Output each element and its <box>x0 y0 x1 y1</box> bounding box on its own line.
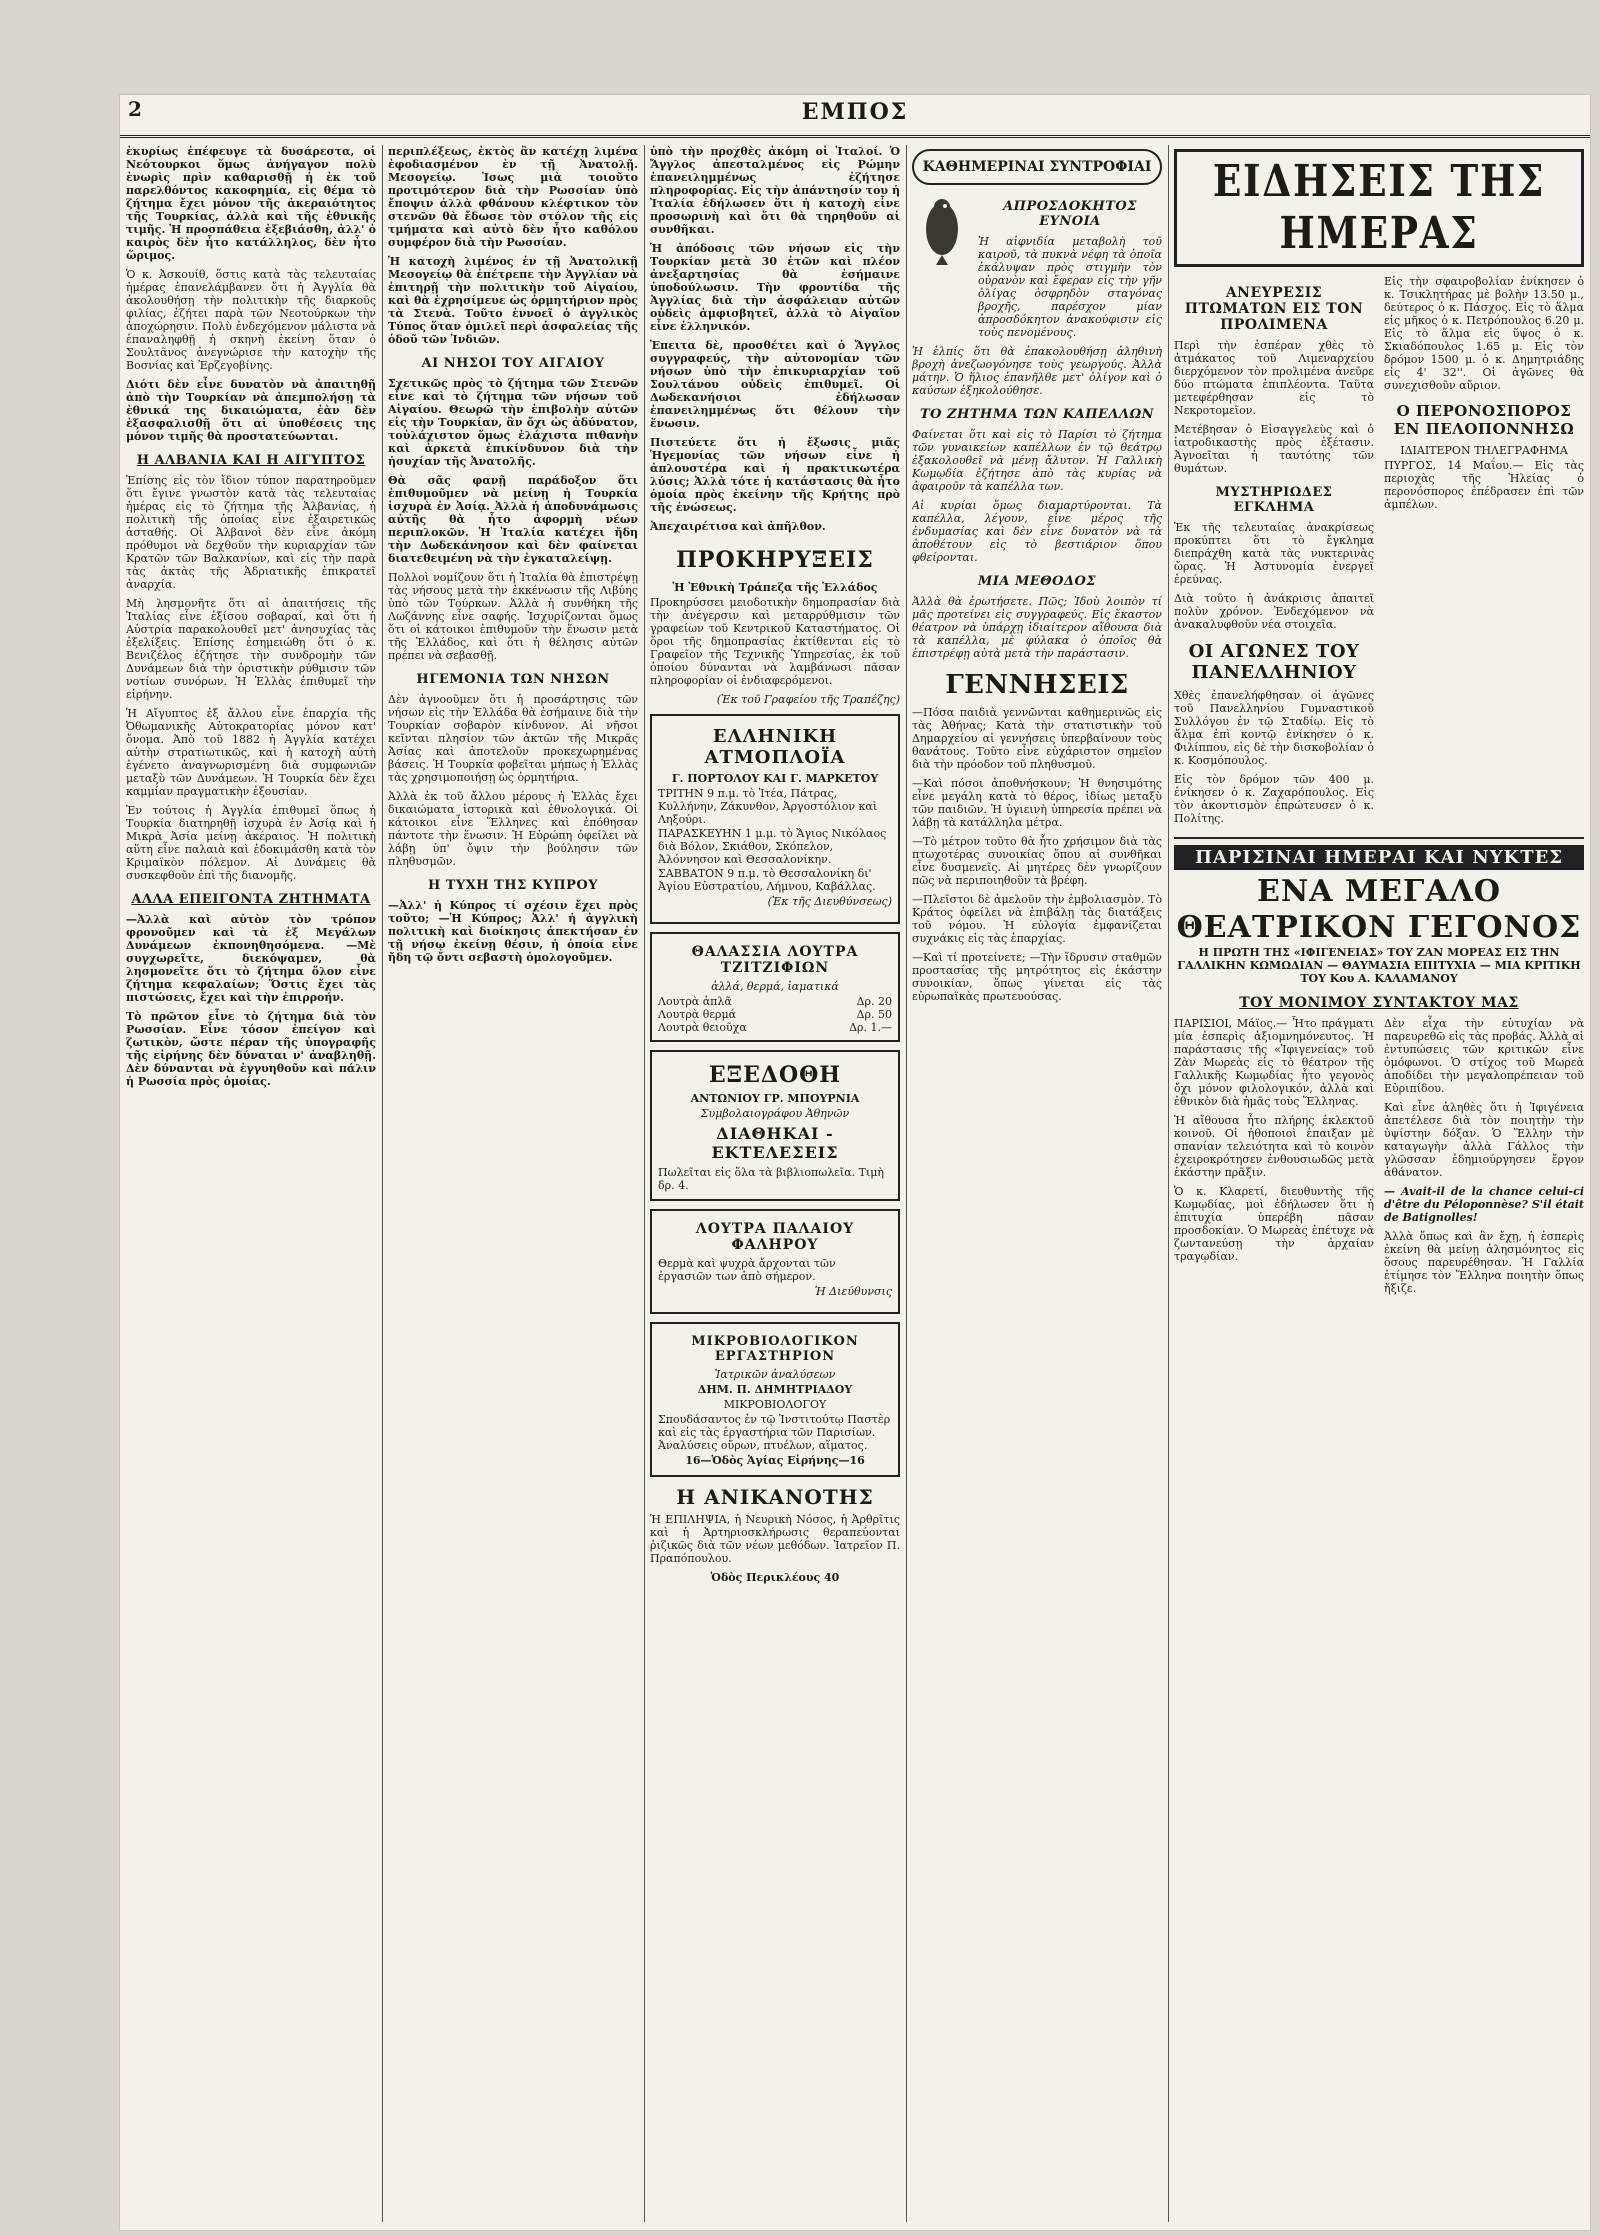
article-paragraph: Ἀλλὰ θὰ ἐρωτήσετε. Πῶς; Ἰδοὺ λοιπὸν τί μᾶς προτείνει εἰς συγγραφεύς. Εἰς ἕκαστον θέατρον νὰ ὑπάρχῃ ἰδιαίτερον αἴθουσα διὰ τὰ καπέλλα, μὲ φύλακα ὁ ὁποῖος θὰ ἐπιστρέφῃ αὐτὰ μετὰ τὴν παράστασιν. <box>912 595 1162 660</box>
article-paragraph: Αἱ κυρίαι ὅμως διαμαρτύρονται. Τὰ καπέλλα, λέγουν, εἶνε μέρος τῆς ἐνδυμασίας καὶ δὲν εἶνε δυνατὸν νὰ τὰ ἀποθέτουν εἰς τὸ βεστιάριον ὅπου φθείρονται. <box>912 499 1162 564</box>
advert-impotence <box>650 1485 900 1584</box>
article-paragraph: Προκηρύσσει μειοδοτικὴν δημοπρασίαν διὰ τὴν ἀνέγερσιν καὶ μεταρρύθμισιν τῶν γραφείων τοῦ Κεντρικοῦ Καταστήματος. Οἱ ὅροι τῆς δημοπρασίας ἐκτίθενται εἰς τὸ Γραφεῖον τῆς Τεχνικῆς Ὑπηρεσίας, ἐκ τοῦ ὁποίου δύνανται νὰ λαμβάνωσι πᾶσαν πληροφορίαν οἱ ἐνδιαφερόμενοι. <box>650 596 900 687</box>
advert-title: Η ΑΝΙΚΑΝΟΤΗΣ <box>676 1485 874 1509</box>
article-paragraph: Εἰς τὴν σφαιροβολίαν ἐνίκησεν ὁ κ. Τσικλητήρας μὲ βολὴν 13.50 μ., δεύτερος ὁ κ. Πάσχος. Εἰς τὸ ἅλμα εἰς μῆκος ὁ κ. Πετρόπουλος 6.20 μ. Εἰς τὸ ἅλμα εἰς ὕψος ὁ κ. Σκιαδόπουλος 1.65 μ. Εἰς τὸν δρόμον 1500 μ. ὁ κ. Δημητριάδης εἰς 4' 32''. Οἱ ἀγῶνες θὰ συνεχισθοῦν αὔριον. <box>1384 275 1584 392</box>
column-rule <box>382 145 383 2222</box>
newspaper-title: ΕΜΠΟΣ <box>801 99 909 125</box>
news-right-column <box>1384 275 1584 831</box>
column-rule <box>644 145 645 2222</box>
advert-line: Θερμὰ καὶ ψυχρὰ ἄρχονται τῶν ἐργασιῶν των ἀπὸ σήμερον. <box>658 1257 836 1283</box>
news-columns <box>1174 275 1584 831</box>
advert-author: ΑΝΤΩΝΙΟΥ ΓΡ. ΜΠΟΥΡΝΙΑ <box>690 1092 860 1105</box>
advert-note: Ἡ Διεύθυνσις <box>814 1285 892 1298</box>
article-paragraph: —Πόσα παιδιὰ γεννῶνται καθημερινῶς εἰς τὰς Ἀθήνας; Κατὰ τὴν στατιστικὴν τοῦ Δημαρχείου αἱ γεννήσεις ὑπερβαίνουν τοὺς θανάτους. Τοῦτο εἶνε εὐχάριστον σημεῖον διὰ τὴν πρόοδον τοῦ πληθυσμοῦ. <box>912 706 1162 771</box>
section-heading: Ο ΠΕΡΟΝΟΣΠΟΡΟΣ ΕΝ ΠΕΛΟΠΟΝΝΗΣΩ <box>1393 402 1575 438</box>
advert-title: ΜΙΚΡΟΒΙΟΛΟΓΙΚΟΝ ΕΡΓΑΣΤΗΡΙΟΝ <box>691 1334 859 1364</box>
news-banner-title: ΕΙΔΗΣΕΙΣ ΤΗΣ ΗΜΕΡΑΣ <box>1212 156 1546 259</box>
advert-role: ΜΙΚΡΟΒΙΟΛΟΓΟΥ <box>723 1398 827 1411</box>
article-paragraph: Σχετικῶς πρὸς τὸ ζήτημα τῶν Στενῶν εἶνε καὶ τὸ ζήτημα τῶν νήσων τοῦ Αἰγαίου. Θεωρῶ τὴν ἐπιβολὴν αὐτῶν εἰς τὴν Τουρκίαν, ἂν ὄχι ὡς ἀδύνατον, τοὐλάχιστον ὅμως ἐλάχιστα πιθανὴν καὶ ἀρκετὰ ἐπικίνδυνον διὰ τὴν ἡσυχίαν τῆς Ἀνατολῆς. <box>388 377 638 468</box>
advert-book-title: ΔΙΑΘΗΚΑΙ - ΕΚΤΕΛΕΣΕΙΣ <box>711 1124 839 1162</box>
column-rule <box>906 145 907 2222</box>
advert-line: ΠΑΡΑΣΚΕΥΗΝ 1 μ.μ. τὸ Ἄγιος Νικόλαος διὰ Βόλον, Σκιάθον, Σκόπελον, Ἀλόννησον καὶ Θεσσαλονίκην. <box>658 827 887 866</box>
price-list <box>658 995 892 1034</box>
advert-line: Ἡ ΕΠΙΛΗΨΙΑ, ἡ Νευρικὴ Νόσος, ἡ Ἀρθρῖτις καὶ ἡ Ἀρτηριοσκλήρωσις θεραπεύονται ῥιζικῶς διὰ τῶν νέων μεθόδων. Ἰατρεῖον Π. Πραπόπουλου. <box>650 1513 900 1565</box>
price-value: Δρ. 20 <box>856 995 892 1008</box>
column-1 <box>126 145 376 2222</box>
advert-line: ΣΑΒΒΑΤΟΝ 9 π.μ. τὸ Θεσσαλονίκη δι' Ἀγίου Εὐστρατίου, Λήμνου, Καβάλλας. <box>658 867 876 893</box>
newspaper-page <box>120 95 1590 2230</box>
article-paragraph: —Ἀλλὰ καὶ αὐτὸν τὸν τρόπον φρονοῦμεν καὶ τὰ ἐξ Μεγάλων Δυνάμεων ἐκπονηθησόμενα. —Μὲ συγχωρεῖτε, διεκόψαμεν, θὰ λησμονεῖτε ὅτι τὸ ζήτημα ὅλον εἶνε ζήτημα κεφαλαίων; Ὅστις ἔχει τὰς πιστώσεις, ἔχει καὶ τὴν ἐπιρροήν. <box>126 913 376 1004</box>
section-heading: ΑΝΕΥΡΕΣΙΣ ΠΤΩΜΑΤΩΝ ΕΙΣ ΤΟΝ ΠΡΟΛΙΜΕΝΑ <box>1184 285 1364 333</box>
price-row <box>658 1021 892 1034</box>
masthead <box>120 95 1590 138</box>
byline: (Ἐκ τοῦ Γραφείου τῆς Τραπέζης) <box>716 693 900 706</box>
price-item: Λουτρὰ θερμά <box>658 1008 737 1021</box>
article-paragraph: Χθὲς ἐπανελήφθησαν οἱ ἀγῶνες τοῦ Πανελληνίου Γυμναστικοῦ Συλλόγου ἐν τῷ Σταδίῳ. Εἰς τὸ ἅλμα ἐπὶ κοντῷ ἐνίκησεν ὁ κ. Φιλίππου, εἰς δὲ τὴν δισκοβολίαν ὁ κ. Κοσμόπουλος. <box>1174 689 1374 767</box>
article-paragraph: ἐκυρίως ἐπέφευγε τὰ δυσάρεστα, οἱ Νεότουρκοι ὅμως ἀνήγαγον πολὺ ἐνωρὶς πρὶν καθαρισθῇ ἡ ἐκ τοῦ παρελθόντος κακοφημία, εἰς θέμα τὸ ζήτημα ἔχει μόνον τῆς ἀκεραιότητος τῆς Τουρκίας, ἀλλὰ καὶ τῆς ἐθνικῆς τιμῆς. Ἡ προσπάθεια ἐξεβιάσθη, ἀλλ' ὁ καιρὸς δὲν ἦτο κατάλληλος, δὲν ἦτο ὥριμος. <box>126 145 376 262</box>
article-paragraph: —Τὸ μέτρον τοῦτο θὰ ἦτο χρήσιμον διὰ τὰς πτωχοτέρας συνοικίας ὅπου αἱ συνθῆκαι εἶνε δυσμενεῖς. Αἱ μητέρες δὲν γνωρίζουν πῶς νὰ περιποιηθοῦν τὰ βρέφη. <box>912 835 1162 887</box>
section-heading: Η ΑΛΒΑΝΙΑ ΚΑΙ Η ΑΙΓΥΠΤΟΣ <box>136 453 366 468</box>
advert-address: 16—Ὁδὸς Ἁγίας Εἰρήνης—16 <box>685 1454 865 1467</box>
article-paragraph: Μὴ λησμονῆτε ὅτι αἱ ἀπαιτήσεις τῆς Ἰταλίας εἶνε ἐξίσου σοβαραί, καὶ ὅτι ἡ Αὐστρία παρακολουθεῖ μετ' ἀνησυχίας τὰς ἐξελίξεις. Ἐπίσης ἐσημειώθη ὅτι ὁ κ. Βενιζέλος ἐζήτησε τὴν συνδρομὴν τῶν Δυνάμεων διὰ τὴν ὁριστικὴν ρύθμισιν τῶν νοτίων συνόρων. Ἡ Ἑλλὰς ἐπιθυμεῖ τὴν εἰρήνην. <box>126 597 376 701</box>
article-paragraph: Ἀλλὰ ὅπως καὶ ἂν ἔχῃ, ἡ ἐσπερὶς ἐκείνη θὰ μείνῃ ἀλησμόνητος εἰς ὅσους παρευρέθησαν. Ἡ Γαλλία ἐτίμησε τὸν Ἕλληνα ποιητὴν ὅπως ἤξιζε. <box>1384 1230 1584 1295</box>
section-heading: ΤΟΥ ΜΟΝΙΜΟΥ ΣΥΝΤΑΚΤΟΥ ΜΑΣ <box>1239 995 1519 1011</box>
feature-columns <box>1174 1017 1584 1301</box>
feature-subheading: Η ΠΡΩΤΗ ΤΗΣ «ΙΦΙΓΕΝΕΙΑΣ» ΤΟΥ ΖΑΝ ΜΟΡΕΑΣ ΕΙΣ ΤΗΝ ΓΑΛΛΙΚΗΝ ΚΩΜΩΔΙΑΝ — ΘΑΥΜΑΣΙΑ ΕΠΙΤΥΧΙΑ — ΜΙΑ ΚΡΙΤΙΚΗ ΤΟΥ Κου Α. ΚΑΛΑΜΑΝΟΥ <box>1177 946 1581 985</box>
daily-column-title: ΚΑΘΗΜΕΡΙΝΑΙ ΣΥΝΤΡΟΦΙΑΙ <box>912 149 1162 185</box>
column-rule <box>1168 145 1169 2222</box>
advert-title: ΘΑΛΑΣΣΙΑ ΛΟΥΤΡΑ ΤΖΙΤΖΙΦΙΩΝ <box>691 944 859 976</box>
article-paragraph: —Πλεῖστοι δὲ ἀμελοῦν τὴν ἐμβολιασμὸν. Τὸ Κράτος ὀφείλει νὰ ἐπιβάλῃ τὰς διατάξεις τοῦ νόμου. Ἡ εὐλογία ἐμφανίζεται συχνάκις εἰς τὰς ἐπαρχίας. <box>912 893 1162 945</box>
article-paragraph: Ἐπειτα δὲ, προσθέτει καὶ ὁ Ἄγγλος συγγραφεύς, τὴν αὐτονομίαν τῶν νήσων ὑπὸ τὴν ἐπικυριαρχίαν τοῦ Σουλτάνου οὐδεὶς ἐπιθυμεῖ. Οἱ Δωδεκανήσιοι ἐδήλωσαν ἐπανειλημμένως ὅτι θέλουν τὴν ἕνωσιν. <box>650 339 900 430</box>
advert-shipping <box>650 714 900 924</box>
advert-line: Σπουδάσαντος ἐν τῷ Ἰνστιτούτῳ Παστὲρ καὶ εἰς τὰς ἐργαστήρια τῶν Παρισίων. Ἀναλύσεις οὔρων, πτυέλων, αἵματος. <box>658 1413 891 1452</box>
section-heading: ΓΕΝΝΗΣΕΙΣ <box>945 670 1129 700</box>
article-paragraph: Θὰ σᾶς φανῇ παράδοξον ὅτι ἐπιθυμοῦμεν νὰ μείνῃ ἡ Τουρκία ἰσχυρὰ ἐν Ἀσίᾳ. Ἀλλὰ ἡ ἀποδυνάμωσις αὐτῆς θὰ ἦτο ἀφορμὴ νέων περιπλοκῶν. Ἡ Ἰταλία κατέχει ἤδη τὴν Δωδεκάνησον καὶ δὲν φαίνεται διατεθειμένη νὰ τὴν ἐγκαταλείψῃ. <box>388 474 638 565</box>
advert-line: ΤΡΙΤΗΝ 9 π.μ. τὸ Ἰτέα, Πάτρας, Κυλλήνην, Ζάκυνθον, Ἀργοστόλιον καὶ Ληξούρι. <box>658 787 878 826</box>
article-paragraph: περιπλέξεως, ἐκτὸς ἂν κατέχῃ λιμένα ἐφοδιασμένον ἐν τῇ Ἀνατολῇ. Μεσογείῳ. Ἰσως μιὰ τοιοῦτο προτιμότερον διὰ τὴν Ρωσσίαν ὑπὸ ἔποψιν ἀλλὰ φθάνουν κλέφτικον τὸν στενῶν θὰ ἔδωσε τὸν στόλον τῆς εἰς τμήματα καὶ αὐτὸ δὲν ἦτο καθόλου συμφέρον διὰ τὴν Ρωσσίαν. <box>388 145 638 249</box>
price-row <box>658 995 892 1008</box>
article-paragraph: Καὶ εἶνε ἀληθὲς ὅτι ἡ Ἰφιγένεια ἀπετέλεσε διὰ τὸν ποιητὴν τὴν ὑψίστην δόξαν. Ὁ Ἕλλην τὴν καταγωγὴν ἀλλὰ Γάλλος τὴν γλῶσσαν ἐδημιούργησεν ἔργον ἀθάνατον. <box>1384 1101 1584 1179</box>
article-paragraph: ΠΥΡΓΟΣ, 14 Μαΐου.— Εἰς τὰς περιοχὰς τῆς Ἠλείας ὁ περονόσπορος ἐπέδρασεν ἐπὶ τῶν ἀμπέλων. <box>1384 459 1584 511</box>
advert-subtitle: ἁλλά, θερμά, ἰαματικά <box>711 980 839 993</box>
page-number: 2 <box>128 97 142 121</box>
divider <box>1174 837 1584 839</box>
advert-baths <box>650 932 900 1042</box>
advert-title: ΛΟΥΤΡΑ ΠΑΛΑΙΟΥ ΦΑΛΗΡΟΥ <box>695 1221 855 1253</box>
news-left-column <box>1174 275 1374 831</box>
article-paragraph: Ἡ Αἴγυπτος ἐξ ἄλλου εἶνε ἐπαρχία τῆς Ὀθωμανικῆς Αὐτοκρατορίας μόνον κατ' ὄνομα. Ἀπὸ τοῦ 1882 ἡ Ἀγγλία κατέχει αὐτὴν στρατιωτικῶς, καὶ ἡ κατοχὴ αὐτὴ ἐγένετο ἀναγνωρισμένη διὰ συμφωνιῶν μεταξὺ τῶν Δυνάμεων. Ἡ Τουρκία δὲν ἔχει καμμίαν πραγματικὴν ἐξουσίαν. <box>126 707 376 798</box>
section-heading: ΑΛΛΑ ΕΠΕΙΓΟΝΤΑ ΖΗΤΗΜΑΤΑ <box>131 892 371 907</box>
news-banner <box>1174 149 1584 267</box>
column-2 <box>388 145 638 2222</box>
article-paragraph: Εἰς τὸν δρόμον τῶν 400 μ. ἐνίκησεν ὁ κ. Ζαχαρόπουλος. Εἰς τὸν ἀκοντισμὸν ἐπρώτευσεν ὁ κ. Πολίτης. <box>1174 773 1374 825</box>
advert-phaleron <box>650 1209 900 1314</box>
bank-name: Ἡ Ἐθνικὴ Τράπεζα τῆς Ἑλλάδος <box>672 581 878 594</box>
column-4 <box>912 145 1162 2222</box>
advert-line: Πωλεῖται εἰς ὅλα τὰ βιβλιοπωλεῖα. Τιμὴ δρ. 4. <box>658 1166 884 1192</box>
column-3 <box>650 145 900 2222</box>
article-paragraph: Ἐπίσης εἰς τὸν ἴδιον τύπον παρατηροῦμεν ὅτι ἔγινε γνωστὸν κατὰ τὰς τελευταίας ἡμέρας εἰς τὸ ζήτημα τῆς Ἀλβανίας, ἡ πολιτικὴ τῆς ὁποίας εἶνε ἐξαιρετικῶς ἀσταθής. Οἱ Ἀλβανοὶ δὲν εἶνε ἀκόμη πρόθυμοι νὰ δεχθοῦν τὴν κυριαρχίαν τῶν Κρατῶν τῶν Βαλκανίων, καὶ εἰς τὴν παρὰ τὰς ἀκτὰς τῆς Ἀδριατικῆς ἐπικρατεῖ ἀναρχία. <box>126 474 376 591</box>
advert-name: ΔΗΜ. Π. ΔΗΜΗΤΡΙΑΔΟΥ <box>697 1383 853 1396</box>
section-heading: ΜΙΑ ΜΕΘΟΔΟΣ <box>977 574 1097 589</box>
article-paragraph: Περὶ τὴν ἑσπέραν χθὲς τὸ ἀτμάκατος τοῦ Λιμεναρχείου διερχόμενον τὸν προλιμένα ἀνεῦρε δύο πτώματα ἐπιπλέοντα. Ταῦτα μετεφέρθησαν εἰς τὸ Νεκροτομεῖον. <box>1174 339 1374 417</box>
section-heading: ΤΟ ΖΗΤΗΜΑ ΤΩΝ ΚΑΠΕΛΛΩΝ <box>919 407 1155 422</box>
article-paragraph: Ἡ αἰφνιδία μεταβολὴ τοῦ καιροῦ, τὰ πυκνὰ νέφη τὰ ὁποῖα ἐκάλυψαν πρὸς στιγμὴν τὸν οὐρανὸν καὶ ἔφεραν εἰς τὴν γῆν ὀλίγας ὀσφρηδὸν σταγόνας βροχῆς, παρέσχον μίαν ἀπροσδόκητον ἀνακούφισιν εἰς τοὺς πενομένους. <box>978 235 1162 339</box>
feature-headline: ΕΝΑ ΜΕΓΑΛΟ ΘΕΑΤΡΙΚΟΝ ΓΕΓΟΝΟΣ <box>1176 874 1582 945</box>
section-heading: ΜΥΣΤΗΡΙΩΔΕΣ ΕΓΚΛΗΜΑ <box>1215 485 1333 515</box>
article-paragraph: Δὲν ἀγνοοῦμεν ὅτι ἡ προσάρτησις τῶν νήσων εἰς τὴν Ἑλλάδα θὰ ἐσήμαινε διὰ τὴν Τουρκίαν σοβαρὸν κίνδυνον. Αἱ νῆσοι κεῖνται πλησίον τῶν ἀκτῶν τῆς Μικρᾶς Ἀσίας καὶ ἀποτελοῦν προκεχωρημένας βάσεις. Ἡ Τουρκία φοβεῖται μήπως ἡ Ἑλλὰς τὰς χρησιμοποιήσῃ ὡς ὁρμητήρια. <box>388 693 638 784</box>
article-paragraph: —Καὶ πόσοι ἀποθνήσκουν; Ἡ θνησιμότης εἶνε μεγάλη κατὰ τὸ θέρος, ἰδίως μεταξὺ τῶν παιδιῶν. Ἡ ὑγιεινὴ ὑπηρεσία πρέπει νὰ λάβῃ τὰ κατάλληλα μέτρα. <box>912 777 1162 829</box>
section-heading: ΟΙ ΑΓΩΝΕΣ ΤΟΥ ΠΑΝΕΛΛΗΝΙΟΥ <box>1188 641 1360 683</box>
bird-illustration-icon <box>912 195 972 265</box>
article-paragraph: Ἀλλὰ ἐκ τοῦ ἄλλου μέρους ἡ Ἑλλὰς ἔχει δικαιώματα ἱστορικὰ καὶ ἐθνολογικά. Οἱ κάτοικοι εἶνε Ἕλληνες καὶ ἐπόθησαν πάντοτε τὴν ἕνωσιν. Ἡ Εὐρώπη ὀφείλει νὰ λάβῃ ὑπ' ὄψιν τὴν βούλησιν τῶν πληθυσμῶν. <box>388 790 638 868</box>
article-paragraph: Ἐκ τῆς τελευταίας ἀνακρίσεως προκύπτει ὅτι τὸ ἔγκλημα διεπράχθη κατὰ τὰς νυκτερινὰς ὥρας. Ἡ Ἀστυνομία ἐνεργεῖ ἐρεύνας. <box>1174 521 1374 586</box>
article-paragraph: Ὁ κ. Ἀσκουίθ, ὅστις κατὰ τὰς τελευταίας ἡμέρας ἐπανελάμβανεν ὅτι ἡ Ἀγγλία θὰ ἀκολουθήσῃ τὴν πολιτικὴν τῆς διαρκοῦς φιλίας, ἐζήτει παρὰ τῶν Νεοτούρκων τὴν ἀποχώρησιν. Πολὺ ἐνδεχόμενον μάλιστα νὰ ἐπαναληφθῇ ἡ σκηνὴ ἐκείνη ὅταν ὁ Σουλτᾶνος ἀνεγνώρισε τὴν κατοχὴν τῆς Βοσνίας καὶ Ἐρζεγοβίνης. <box>126 268 376 372</box>
article-paragraph: ὑπὸ τὴν προχθὲς ἀκόμη οἱ Ἰταλοί. Ὁ Ἄγγλος ἀπεσταλμένος εἰς Ρώμην ἐπανειλημμένως ἐζήτησε πληροφορίας. Εἰς τὴν ἀπάντησίν του ἡ Ἰταλία ἐδήλωσεν ὅτι ἡ κατοχὴ εἶνε προσωρινὴ καὶ ὅτι θὰ τηρηθοῦν αἱ συνθῆκαι. <box>650 145 900 236</box>
article-paragraph: Ὁ κ. Κλαρετί, διευθυντὴς τῆς Κωμῳδίας, μοὶ ἐδήλωσεν ὅτι ἡ ἐπιτυχία ὑπερέβη πᾶσαν προσδοκίαν. Ὁ Μωρεὰς ἐπέτυχε νὰ ζωντανεύσῃ τὴν ἀρχαίαν τραγῳδίαν. <box>1174 1185 1374 1263</box>
article-paragraph: Μετέβησαν ὁ Εἰσαγγελεὺς καὶ ὁ ἰατροδικαστὴς πρὸς ἐξέτασιν. Ἀγνοεῖται ἡ ταυτότης τῶν θυμάτων. <box>1174 423 1374 475</box>
advert-subtitle: Γ. ΠΟΡΤΟΛΟΥ ΚΑΙ Γ. ΜΑΡΚΕΤΟΥ <box>671 772 879 785</box>
article-paragraph: Πιστεύετε ὅτι ἡ ἔξωσις μιᾶς Ἡγεμονίας τῶν νήσων εἶνε ἡ ἀπλουστέρα καὶ ἡ πρακτικωτέρα λύσις; Ἀλλὰ τότε ἡ κατάστασις θὰ ἦτο ὁμοία πρὸς ἐκείνην τῆς Κρήτης πρὸ τῆς ἑνώσεως. <box>650 436 900 514</box>
advert-address: Ὁδὸς Περικλέους 40 <box>710 1571 840 1584</box>
article-paragraph: Τὸ πρῶτον εἶνε τὸ ζήτημα διὰ τὸν Ρωσσίαν. Εἶνε τόσον ἐπείγον καὶ ζωτικὸν, ὥστε πέραν τῆς ὑπογραφῆς τῆς εἰρήνης δὲν δύναται ν' ἀναβληθῇ. Δὲν δύνανται νὰ ἐγγυηθοῦν καὶ πάλιν ἡ Ρωσσία πρὸς ὁμοίας. <box>126 1010 376 1088</box>
section-heading: ΑΙ ΝΗΣΟΙ ΤΟΥ ΑΙΓΑΙΟΥ <box>421 356 605 371</box>
feature-with-illustration <box>912 189 1162 345</box>
article-paragraph: ΠΑΡΙΣΙΟΙ, Μάϊος.— Ἦτο πράγματι μία ἐσπερὶς ἀξιομνημόνευτος. Ἡ παράστασις τῆς «Ἰφιγενείας» τοῦ Ζὰν Μωρεὰς εἰς τὸ θέατρον τῆς Γαλλικῆς Κωμῳδίας ἦτο γεγονὸς ὄχι μόνον φιλολογικόν, ἀλλὰ καὶ ἐθνικὸν διὰ ἡμᾶς τοὺς Ἕλληνας. <box>1174 1017 1374 1108</box>
price-row <box>658 1008 892 1021</box>
price-value: Δρ. 50 <box>856 1008 892 1021</box>
advert-title: ΕΞΕΔΟΘΗ <box>708 1062 842 1088</box>
article-paragraph: Διὰ τοῦτο ἡ ἀνάκρισις ἀπαιτεῖ πολὺν χρόνον. Ἐνδεχόμενον νὰ ἀνακαλυφθοῦν νέα στοιχεῖα. <box>1174 592 1374 631</box>
article-paragraph: Διότι δὲν εἶνε δυνατὸν νὰ ἀπαιτηθῇ ἀπὸ τὴν Τουρκίαν νὰ ἀπεμπολήσῃ τὰ ἐθνικά της δικαιώματα, ἐὰν δὲν ἐξασφαλισθῇ ὅτι αἱ ὑποθέσεις της μόνον τιμῆς θὰ προστατεύωνται. <box>126 378 376 443</box>
price-item: Λουτρὰ ἁπλᾶ <box>658 995 732 1008</box>
advert-role: Συμβολαιογράφου Ἀθηνῶν <box>700 1107 850 1120</box>
price-value: Δρ. 1.— <box>849 1021 892 1034</box>
article-paragraph: Ἡ κατοχὴ λιμένος ἐν τῇ Ἀνατολικῇ Μεσογείῳ θὰ ἐπέτρεπε τὴν Ἀγγλίαν νὰ ἐπιτηρῇ τὴν πολιτικὴν τοῦ Αἰγαίου, καὶ θὰ ἐχρησίμευε ὡς ὁρμητήριον πρὸς τὰ Στενὰ. Τοῦτο ἐννοεῖ ὁ ἀγγλικὸς Τύπος ὅταν ὁμιλεῖ περὶ ἀσφαλείας τῆς ὁδοῦ τῶν Ἰνδιῶν. <box>388 255 638 346</box>
price-item: Λουτρὰ θειοῦχα <box>658 1021 747 1034</box>
french-quote: — Avait-il de la chance celui-ci d'être du Péloponnèse? S'il était de Batignolles! <box>1384 1185 1584 1224</box>
advert-subtitle: Ἰατρικῶν ἀναλύσεων <box>714 1368 836 1381</box>
article-paragraph: Πολλοὶ νομίζουν ὅτι ἡ Ἰταλία θὰ ἐπιστρέψῃ τὰς νήσους μετὰ τὴν ἐκκένωσιν τῆς Λιβύης ὑπὸ τῶν Τούρκων. Ἀλλὰ ἡ συνθήκη τῆς Λωζάννης εἶνε σαφής. Ἰσχυρίζονται ὅμως ὅτι οἱ κάτοικοι ἐπιθυμοῦν τὴν ἕνωσιν μετὰ τῆς Ἑλλάδος, καὶ ὅτι ἡ θέλησις αὐτῶν πρέπει νὰ σεβασθῇ. <box>388 571 638 662</box>
article-paragraph: Ἀπεχαιρέτισα καὶ ἀπῆλθον. <box>650 520 826 533</box>
feature-left-column <box>1174 1017 1374 1301</box>
advert-laboratory <box>650 1322 900 1477</box>
article-paragraph: —Ἀλλ' ἡ Κύπρος τί σχέσιν ἔχει πρὸς τοῦτο; —Ἡ Κύπρος; Ἀλλ' ἡ ἀγγλικὴ πολιτικὴ καὶ διοίκησις ἀπεκτήσαν ἐν τῇ νήσῳ ἐκείνῃ θέσιν, ἡ ὁποία εἶνε ἤδη τῷ ὄντι σεβαστὴ ὁμολογοῦμεν. <box>388 899 638 964</box>
news-section <box>1174 145 1584 2222</box>
section-heading: ΗΓΕΜΟΝΙΑ ΤΩΝ ΝΗΣΩΝ <box>416 672 610 687</box>
advert-publication <box>650 1050 900 1201</box>
article-paragraph: Ἐν τούτοις ἡ Ἀγγλία ἐπιθυμεῖ ὅπως ἡ Τουρκία διατηρηθῇ ἰσχυρὰ ἐν Ἀσίᾳ καὶ ἡ Μικρὰ Ἀσία μείνῃ ἀκέραιος. Ἡ πολιτικὴ αὕτη εἶνε παλαιὰ καὶ ἐδοκιμάσθη κατὰ τὸν Κριμαϊκὸν πόλεμον. Αἱ Δυνάμεις θὰ συσκεφθοῦν ἐπὶ τῆς διανομῆς. <box>126 804 376 882</box>
section-heading: Η ΤΥΧΗ ΤΗΣ ΚΥΠΡΟΥ <box>427 878 599 893</box>
advert-title: ΕΛΛΗΝΙΚΗ ΑΤΜΟΠΛΟΪΑ <box>704 726 846 768</box>
article-paragraph: Δὲν εἶχα τὴν εὐτυχίαν νὰ παρευρεθῶ εἰς τὰς προβάς. Ἀλλὰ αἱ ἐντυπώσεις τῶν κριτικῶν εἶνε ὁμόφωνοι. Ὁ στίχος τοῦ Μωρεὰ ἀποδίδει τὴν μεγαλοπρέπειαν τοῦ Εὐριπίδου. <box>1384 1017 1584 1095</box>
article-paragraph: Ἡ αἴθουσα ἦτο πλήρης ἐκλεκτοῦ κοινοῦ. Οἱ ἠθοποιοὶ ἐπαιξαν μὲ σπανίαν τελειότητα καὶ τὸ κοινὸν ἐχειροκρότησεν ἐνθουσιωδῶς μετὰ ἑκάστην πρᾶξιν. <box>1174 1114 1374 1179</box>
article-paragraph: Ἡ ἀπόδοσις τῶν νήσων εἰς τὴν Τουρκίαν μετὰ 30 ἐτῶν καὶ πλέον ἀνεξαρτησίας θὰ ἐσήμαινε ὑποδούλωσιν. Τὴν φροντίδα τῆς Ἀγγλίας διὰ τὴν ἀσφάλειαν αὐτῶν οὐδεὶς ἀμφισβητεῖ, ἀλλὰ τὸ Αἰγαῖον εἶνε ἑλληνικόν. <box>650 242 900 333</box>
section-heading: ΠΡΟΚΗΡΥΞΕΙΣ <box>676 547 874 573</box>
telegram-label: ΙΔΙΑΙΤΕΡΟΝ ΤΗΛΕΓΡΑΦΗΜΑ <box>1400 444 1568 457</box>
article-paragraph: —Καὶ τί προτείνετε; —Τὴν ἵδρυσιν σταθμῶν προστασίας τῆς μητρότητος εἰς ἑκάστην συνοικίαν, ὅπως γίνεται εἰς τὰς εὐρωπαϊκὰς πρωτευούσας. <box>912 951 1162 1003</box>
section-heading: ΑΠΡΟΣΔΟΚΗΤΟΣ ΕΥΝΟΙΑ <box>1003 199 1137 229</box>
advert-note: (Ἐκ τῆς Διευθύνσεως) <box>767 895 892 908</box>
feature-right-column <box>1384 1017 1584 1301</box>
article-paragraph: Φαίνεται ὅτι καὶ εἰς τὸ Παρίσι τὸ ζήτημα τῶν γυναικείων καπέλλων ἐν τῷ θεάτρῳ ἐξακολουθεῖ νὰ μένῃ ἄλυτον. Ἡ Γαλλικὴ Κωμῳδία ἐζήτησε ἀπὸ τὰς κυρίας νὰ ἀφαιροῦν τὰ καπέλλα των. <box>912 428 1162 493</box>
article-paragraph: Ἡ ἐλπίς ὅτι θὰ ἐπακολουθήσῃ ἀληθινὴ βροχὴ ἀνεζωογόνησε τοὺς γεωργούς. Ἀλλὰ μάτην. Ὁ ἥλιος ἐπανῆλθε μετ' ὀλίγον καὶ ὁ καύσων ἐξηκολούθησε. <box>912 345 1162 397</box>
series-heading: ΠΑΡΙΣΙΝΑΙ ΗΜΕΡΑΙ ΚΑΙ ΝΥΚΤΕΣ <box>1174 845 1584 870</box>
